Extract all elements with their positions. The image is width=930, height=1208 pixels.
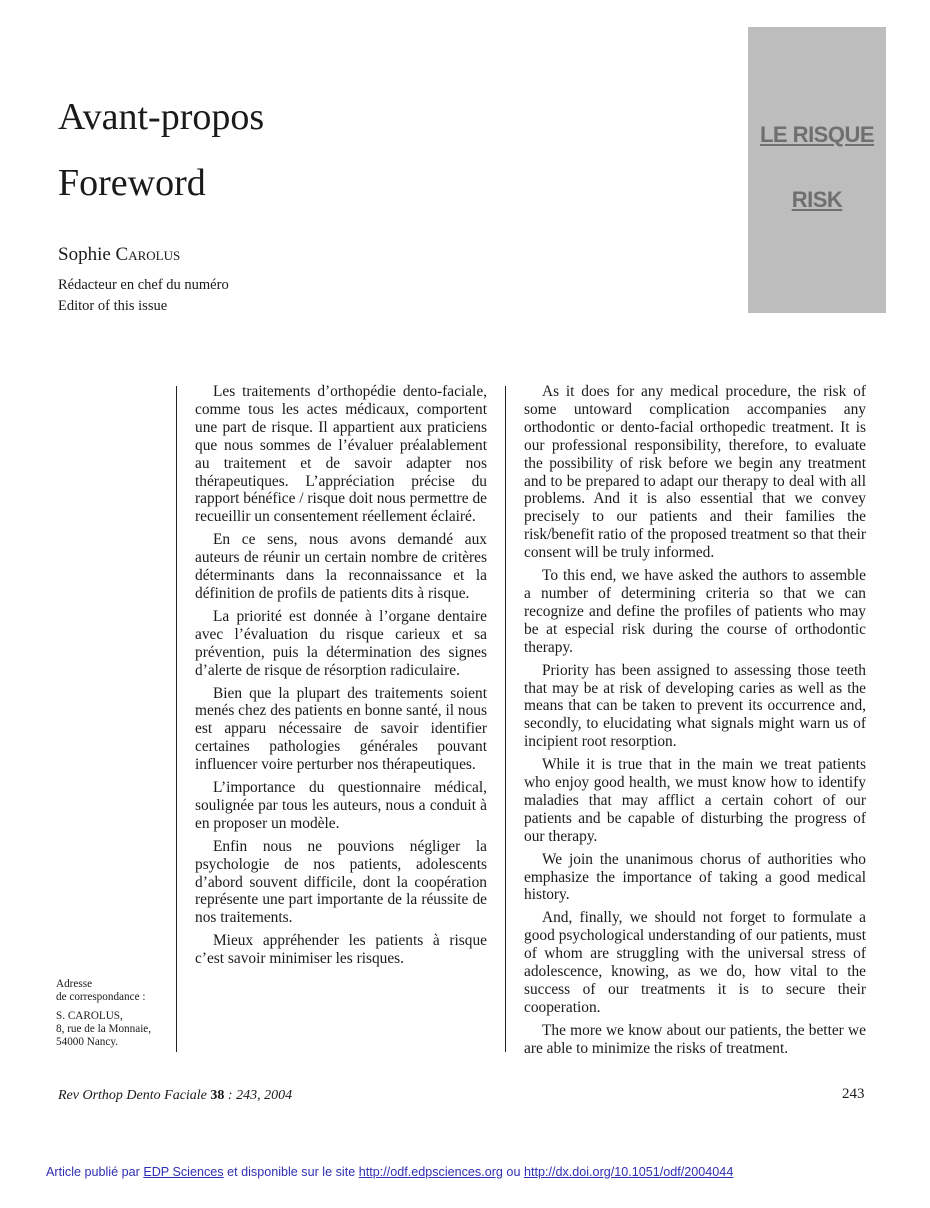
- publisher-link[interactable]: EDP Sciences: [143, 1165, 224, 1179]
- title-french: Avant-propos: [58, 96, 265, 138]
- author-last-name: Carolus: [115, 244, 181, 265]
- author-first-name: Sophie: [58, 244, 116, 265]
- author-role-french: Rédacteur en chef du numéro: [58, 277, 229, 293]
- address-label: de correspondance :: [56, 991, 146, 1003]
- column-divider-middle: [505, 386, 506, 1052]
- doi-link[interactable]: http://dx.doi.org/10.1051/odf/2004044: [523, 1165, 734, 1179]
- paragraph-en: And, finally, we should not forget to formulate a good psychological understanding of our patients, must of whom are struggling with the universal stress of adolescence, knowing, as we do, how vital to the success of our treatments it is to secure their cooperation.: [524, 909, 866, 1016]
- paragraph-en: While it is true that in the main we treat patients who enjoy good health, we must know how to identify maladies that may afflict a certain cohort of our patients and be capable of disturbing the progress of our therapy.: [524, 756, 866, 845]
- page-number: 243: [842, 1086, 865, 1102]
- address-label: Adresse: [56, 978, 93, 990]
- author-role-english: Editor of this issue: [58, 298, 168, 314]
- publisher-footer: [46, 1165, 733, 1179]
- french-text-column: [195, 383, 487, 973]
- address-name: S. CAROLUS,: [56, 1010, 123, 1022]
- site-link[interactable]: http://odf.edpsciences.org: [358, 1165, 503, 1179]
- title-english: Foreword: [58, 162, 206, 204]
- paragraph-en: As it does for any medical procedure, the risk of some untoward complication accompanies any orthodontic or dento-facial orthopedic treatment. It is our professional responsibility, therefore, to evaluate the possibility of risk before we begin any treatment and to be prepared to adapt our therapy to deal with all problems. And it is also essential that we convey precisely to our patients and their families the risk/benefit ratio of the proposed treatment so that their consent will be truly informed.: [524, 383, 866, 562]
- issue-cover-thumbnail: [748, 27, 886, 313]
- english-text-column: [524, 383, 866, 1063]
- journal-pages: : 243, 2004: [224, 1088, 293, 1103]
- cover-word-english: RISK: [791, 187, 843, 212]
- paragraph-fr: Mieux appréhender les patients à risque c’est savoir minimiser les risques.: [195, 932, 487, 968]
- paragraph-fr: Enfin nous ne pouvions négliger la psychologie de nos patients, adolescents d’abord souvent difficile, dont la coopération représente une part importante de la réussite de nos traitements.: [195, 837, 487, 927]
- journal-name: Rev Orthop Dento Faciale: [58, 1088, 207, 1103]
- journal-citation: [58, 1088, 292, 1104]
- paragraph-fr: La priorité est donnée à l’organe dentaire avec l’évaluation du risque carieux et sa prévention, puis la détermination des signes d’alerte de risque de résorption radiculaire.: [195, 607, 487, 679]
- paragraph-en: We join the unanimous chorus of authorities who emphasize the importance of taking a good medical history.: [524, 850, 866, 904]
- cover-word-french: LE RISQUE: [759, 122, 875, 147]
- paragraph-fr: Bien que la plupart des traitements soient menés chez des patients en bonne santé, il nous est apparu nécessaire de savoir identifier certaines pathologies générales pouvant influencer voire perturber nos thérapeutiques.: [195, 684, 487, 774]
- journal-volume: 38: [210, 1088, 225, 1103]
- correspondence-address: [56, 978, 151, 1049]
- paragraph-fr: Les traitements d’orthopédie dento-faciale, comme tous les actes médicaux, comportent une part de risque. Il appartient aux praticiens que nous sommes de l’évaluer préalablement au traitement et de savoir adapter nos thérapeutiques. L’appréciation précise du rapport bénéfice / risque doit nous permettre de recueillir un consentement réellement éclairé.: [195, 383, 487, 526]
- footer-text: ou: [502, 1165, 524, 1179]
- author-name: [58, 243, 180, 267]
- column-divider-left: [176, 386, 177, 1052]
- paragraph-fr: En ce sens, nous avons demandé aux auteurs de réunir un certain nombre de critères déterminants dans la reconnaissance et la définition de profils de patients dits à risque.: [195, 531, 487, 602]
- footer-text: et disponible sur le site: [223, 1165, 359, 1179]
- paragraph-en: The more we know about our patients, the better we are able to minimize the risks of treatment.: [524, 1021, 866, 1057]
- paragraph-fr: L’importance du questionnaire médical, soulignée par tous les auteurs, nous a conduit à en proposer un modèle.: [195, 779, 487, 832]
- paragraph-en: To this end, we have asked the authors to assemble a number of determining criteria so that we can recognize and define the profiles of patients who may be at especial risk during the course of orthodontic therapy.: [524, 567, 866, 656]
- footer-text: Article publié par: [46, 1165, 144, 1179]
- address-city: 54000 Nancy.: [56, 1036, 119, 1048]
- paragraph-en: Priority has been assigned to assessing those teeth that may be at risk of developing caries as well as the means that can be taken to prevent its occurrence and, secondly, to elucidating what signals might warn us of incipient root resorption.: [524, 661, 866, 751]
- address-street: 8, rue de la Monnaie,: [56, 1023, 152, 1035]
